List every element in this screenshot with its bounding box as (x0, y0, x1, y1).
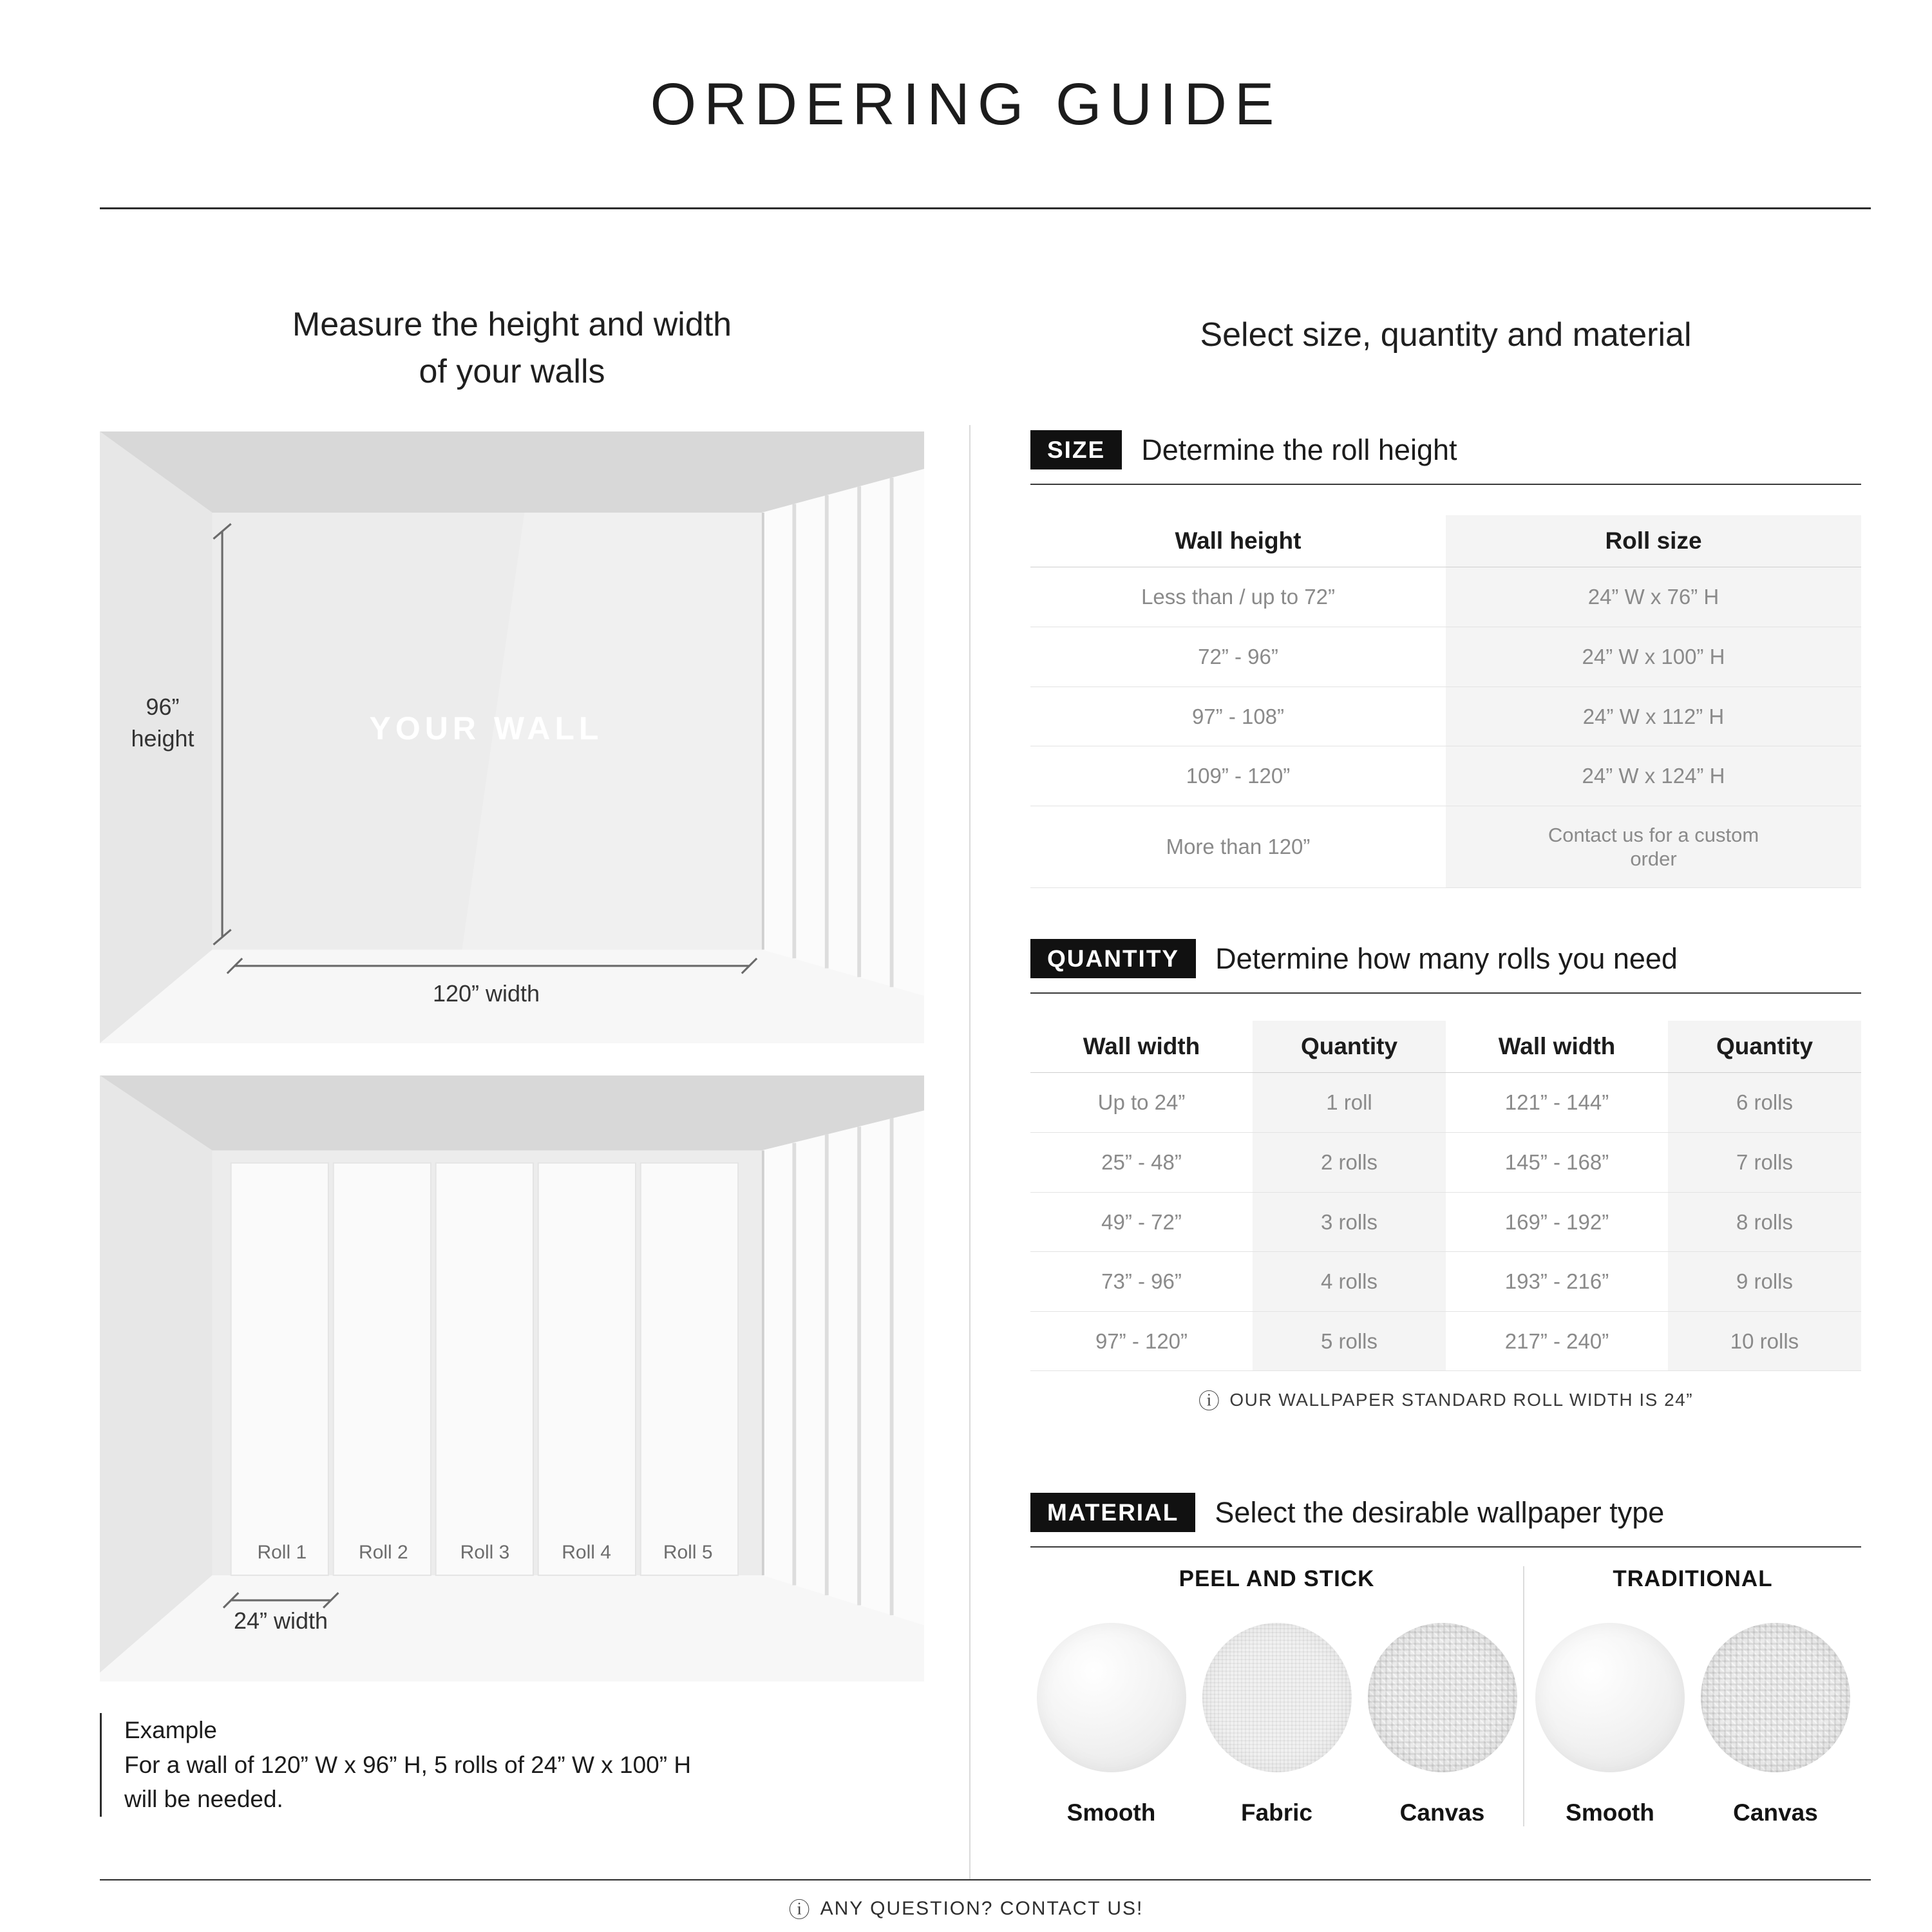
wall-width-label: 120” width (432, 980, 540, 1007)
left-heading-line1: Measure the height and width (292, 306, 732, 343)
left-heading-line2: of your walls (419, 352, 605, 390)
footer-divider (100, 1879, 1871, 1880)
material-group-peel-and-stick (1030, 1566, 1523, 1826)
roll-panel (436, 1163, 533, 1575)
table-cell: 24” W x 124” H (1446, 746, 1861, 806)
table-cell: 24” W x 76” H (1446, 567, 1861, 627)
swatch-row (1524, 1623, 1861, 1826)
table-cell: 1 roll (1253, 1073, 1446, 1133)
material-groups (1030, 1566, 1861, 1826)
window-wall (762, 469, 924, 996)
roll-width-label: 24” width (233, 1607, 328, 1634)
table-cell: 49” - 72” (1030, 1193, 1253, 1253)
size-col-header-wall-height: Wall height (1030, 515, 1446, 567)
table-cell: 109” - 120” (1030, 746, 1446, 806)
qty-col-header: Quantity (1668, 1021, 1861, 1073)
qty-col-header: Wall width (1446, 1021, 1668, 1073)
swatch-label: Smooth (1566, 1799, 1654, 1826)
size-table (1030, 515, 1861, 888)
table-cell: 4 rolls (1253, 1252, 1446, 1312)
table-cell (1446, 806, 1861, 888)
size-subtitle: Determine the roll height (1141, 433, 1457, 466)
group-name: PEEL AND STICK (1179, 1566, 1375, 1591)
roll-label: Roll 2 (359, 1542, 408, 1563)
roll-panel (231, 1163, 328, 1575)
table-cell: 97” - 120” (1030, 1312, 1253, 1372)
example-line2: will be needed. (124, 1786, 283, 1813)
group-name: TRADITIONAL (1613, 1566, 1773, 1591)
fabric-swatch (1202, 1623, 1352, 1772)
swatch-label: Canvas (1733, 1799, 1818, 1826)
roll-label: Roll 4 (562, 1542, 611, 1563)
canvas-swatch (1701, 1623, 1850, 1772)
swatch-item (1531, 1623, 1689, 1826)
table-cell: 10 rolls (1668, 1312, 1861, 1372)
table-cell: 3 rolls (1253, 1193, 1446, 1253)
smooth-swatch (1037, 1623, 1186, 1772)
swatch-row (1030, 1623, 1523, 1826)
example-note (100, 1713, 860, 1817)
left-wall (100, 1075, 213, 1672)
info-icon: ⓘ (788, 1898, 811, 1922)
room-illustration-empty-wall (100, 431, 924, 1043)
material-group-traditional (1523, 1566, 1861, 1826)
table-cell: 121” - 144” (1446, 1073, 1668, 1133)
table-cell: More than 120” (1030, 806, 1446, 888)
example-line1: For a wall of 120” W x 96” H, 5 rolls of 24” W x 100” H (124, 1751, 692, 1778)
size-badge: SIZE (1030, 430, 1122, 469)
info-icon: ⓘ (1198, 1389, 1221, 1413)
left-column-heading (100, 301, 924, 395)
size-col-header-roll-size: Roll size (1446, 515, 1861, 567)
table-cell: 72” - 96” (1030, 627, 1446, 687)
size-section-header (1030, 430, 1861, 485)
table-cell: 24” W x 100” H (1446, 627, 1861, 687)
footer (0, 1893, 1932, 1924)
table-cell: Less than / up to 72” (1030, 567, 1446, 627)
room2-svg (100, 1075, 924, 1681)
room-illustration-rolls (100, 1075, 924, 1681)
right-column-heading: Select size, quantity and material (1200, 316, 1692, 354)
example-title: Example (124, 1717, 217, 1743)
table-cell: 5 rolls (1253, 1312, 1446, 1372)
swatch-item (1697, 1623, 1855, 1826)
custom-order-text: Contact us for a custom order (1548, 823, 1759, 870)
swatch-item (1032, 1623, 1190, 1826)
smooth-swatch (1535, 1623, 1685, 1772)
swatch-label: Canvas (1399, 1799, 1485, 1826)
roll-panel (641, 1163, 738, 1575)
quantity-table (1030, 1021, 1861, 1371)
table-cell: 145” - 168” (1446, 1133, 1668, 1193)
qty-col-header: Quantity (1253, 1021, 1446, 1073)
window-wall (762, 1110, 924, 1625)
table-cell: 9 rolls (1668, 1252, 1861, 1312)
table-cell: 7 rolls (1668, 1133, 1861, 1193)
wall-height-word: height (131, 724, 194, 752)
swatch-item (1198, 1623, 1356, 1826)
column-divider (969, 425, 971, 1879)
canvas-swatch (1368, 1623, 1517, 1772)
roll-label: Roll 3 (460, 1542, 510, 1563)
your-wall-label: YOUR WALL (369, 710, 603, 746)
ceiling (100, 1075, 924, 1150)
table-cell: 24” W x 112” H (1446, 687, 1861, 747)
table-cell: 217” - 240” (1446, 1312, 1668, 1372)
table-cell: 193” - 216” (1446, 1252, 1668, 1312)
table-cell: 25” - 48” (1030, 1133, 1253, 1193)
qty-col-header: Wall width (1030, 1021, 1253, 1073)
roll-note-text: OUR WALLPAPER STANDARD ROLL WIDTH IS 24” (1229, 1389, 1694, 1410)
table-cell: 169” - 192” (1446, 1193, 1668, 1253)
swatch-item (1363, 1623, 1521, 1826)
material-section-header (1030, 1493, 1861, 1548)
roll-label: Roll 1 (257, 1542, 307, 1563)
table-cell: 8 rolls (1668, 1193, 1861, 1253)
roll-panel (538, 1163, 636, 1575)
material-badge: MATERIAL (1030, 1493, 1195, 1532)
roll-label: Roll 5 (663, 1542, 713, 1563)
table-cell: 6 rolls (1668, 1073, 1861, 1133)
swatch-label: Fabric (1240, 1799, 1313, 1826)
table-cell: 2 rolls (1253, 1133, 1446, 1193)
page-title: ORDERING GUIDE (650, 71, 1282, 137)
table-cell: 73” - 96” (1030, 1252, 1253, 1312)
footer-text: ANY QUESTION? CONTACT US! (820, 1897, 1144, 1919)
ceiling (100, 431, 924, 513)
title-divider (100, 207, 1871, 209)
roll-width-note (1030, 1385, 1861, 1415)
roll-labels-row (231, 1524, 739, 1569)
quantity-subtitle: Determine how many rolls you need (1215, 942, 1678, 975)
roll-panel (334, 1163, 431, 1575)
quantity-badge: QUANTITY (1030, 939, 1196, 978)
wall-height-label (106, 692, 219, 754)
quantity-section-header (1030, 939, 1861, 994)
material-subtitle: Select the desirable wallpaper type (1215, 1495, 1665, 1529)
table-cell: 97” - 108” (1030, 687, 1446, 747)
wall-height-value: 96” (146, 694, 180, 720)
swatch-label: Smooth (1066, 1799, 1156, 1826)
table-cell: Up to 24” (1030, 1073, 1253, 1133)
